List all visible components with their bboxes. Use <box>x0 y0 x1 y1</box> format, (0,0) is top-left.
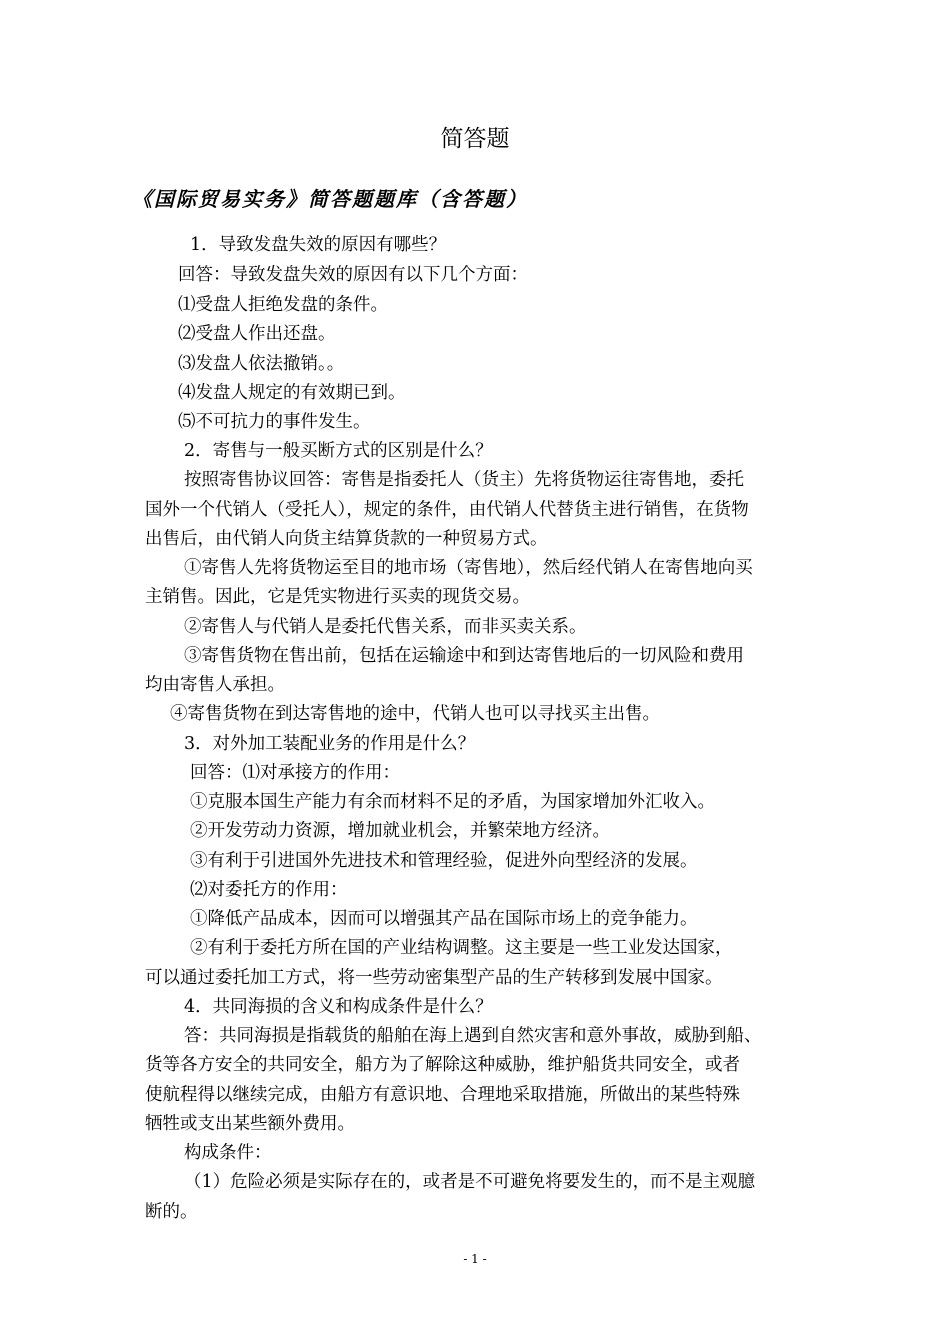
paragraph-line: 国外一个代销人（受托人），规定的条件，由代销人代替货主进行销售，在货物 <box>145 500 749 520</box>
paragraph-line: 主销售。因此，它是凭实物进行买卖的现货交易。 <box>145 587 530 607</box>
paragraph-line: 答：共同海损是指载货的船舶在海上遇到自然灾害和意外事故，威胁到船、 <box>184 1026 762 1046</box>
paragraph-line: ④寄售货物在到达寄售地的途中，代销人也可以寻找买主出售。 <box>170 704 660 724</box>
paragraph-line: ②有利于委托方所在国的产业结构调整。这主要是一些工业发达国家， <box>190 938 733 958</box>
paragraph-line: ③有利于引进国外先进技术和管理经验，促进外向型经济的发展。 <box>190 851 698 871</box>
document-subtitle: 《国际贸易实务》简答题题库（含答题） <box>132 187 528 211</box>
paragraph-line: ①克服本国生产能力有余而材料不足的矛盾，为国家增加外汇收入。 <box>190 792 715 812</box>
paragraph-line: ⑵受盘人作出还盘。 <box>178 324 336 344</box>
paragraph-line: ②开发劳动力资源，增加就业机会，并繁荣地方经济。 <box>190 821 610 841</box>
paragraph-line: ⑸不可抗力的事件发生。 <box>178 412 371 432</box>
paragraph-line: ⑵对委托方的作用： <box>190 880 348 900</box>
paragraph-line: ②寄售人与代销人是委托代售关系，而非买卖关系。 <box>184 617 587 637</box>
paragraph-line: ③寄售货物在售出前，包括在运输途中和到达寄售地后的一切风险和费用 <box>184 646 744 666</box>
page-title: 简答题 <box>440 126 510 152</box>
paragraph-line: 出售后，由代销人向货主结算货款的一种贸易方式。 <box>145 529 548 549</box>
question-heading: 1．导致发盘失效的原因有哪些？ <box>190 235 447 255</box>
paragraph-line: 牺牲或支出某些额外费用。 <box>145 1114 355 1134</box>
paragraph-line: 均由寄售人承担。 <box>145 675 285 695</box>
paragraph-line: ①寄售人先将货物运至目的地市场（寄售地），然后经代销人在寄售地向买 <box>184 558 753 578</box>
paragraph-line: ⑶发盘人依法撤销。。 <box>178 354 345 374</box>
paragraph-line: ⑴受盘人拒绝发盘的条件。 <box>178 295 388 315</box>
paragraph-line: ①降低产品成本，因而可以增强其产品在国际市场上的竞争能力。 <box>190 909 698 929</box>
page-number: - 1 - <box>463 1252 487 1266</box>
question-heading: 3．对外加工装配业务的作用是什么？ <box>184 734 476 754</box>
paragraph-line: （1）危险必须是实际存在的，或者是不可避免将要发生的，而不是主观臆 <box>184 1172 756 1192</box>
question-heading: 2．寄售与一般买断方式的区别是什么？ <box>184 441 493 461</box>
paragraph-line: 回答：⑴对承接方的作用： <box>190 763 400 783</box>
paragraph-line: 可以通过委托加工方式，将一些劳动密集型产品的生产转移到发展中国家。 <box>145 968 723 988</box>
paragraph-line: 回答：导致发盘失效的原因有以下几个方面： <box>178 265 528 285</box>
paragraph-line: 使航程得以继续完成，由船方有意识地、合理地采取措施，所做出的某些特殊 <box>145 1085 740 1105</box>
paragraph-line: 按照寄售协议回答：寄售是指委托人（货主）先将货物运往寄售地，委托 <box>184 470 744 490</box>
paragraph-line: ⑷发盘人规定的有效期已到。 <box>178 383 406 403</box>
paragraph-line: 构成条件： <box>184 1143 272 1163</box>
paragraph-line: 断的。 <box>145 1202 198 1222</box>
question-heading: 4．共同海损的含义和构成条件是什么？ <box>184 997 493 1017</box>
paragraph-line: 货等各方安全的共同安全，船方为了解除这种威胁，维护船货共同安全，或者 <box>145 1055 740 1075</box>
